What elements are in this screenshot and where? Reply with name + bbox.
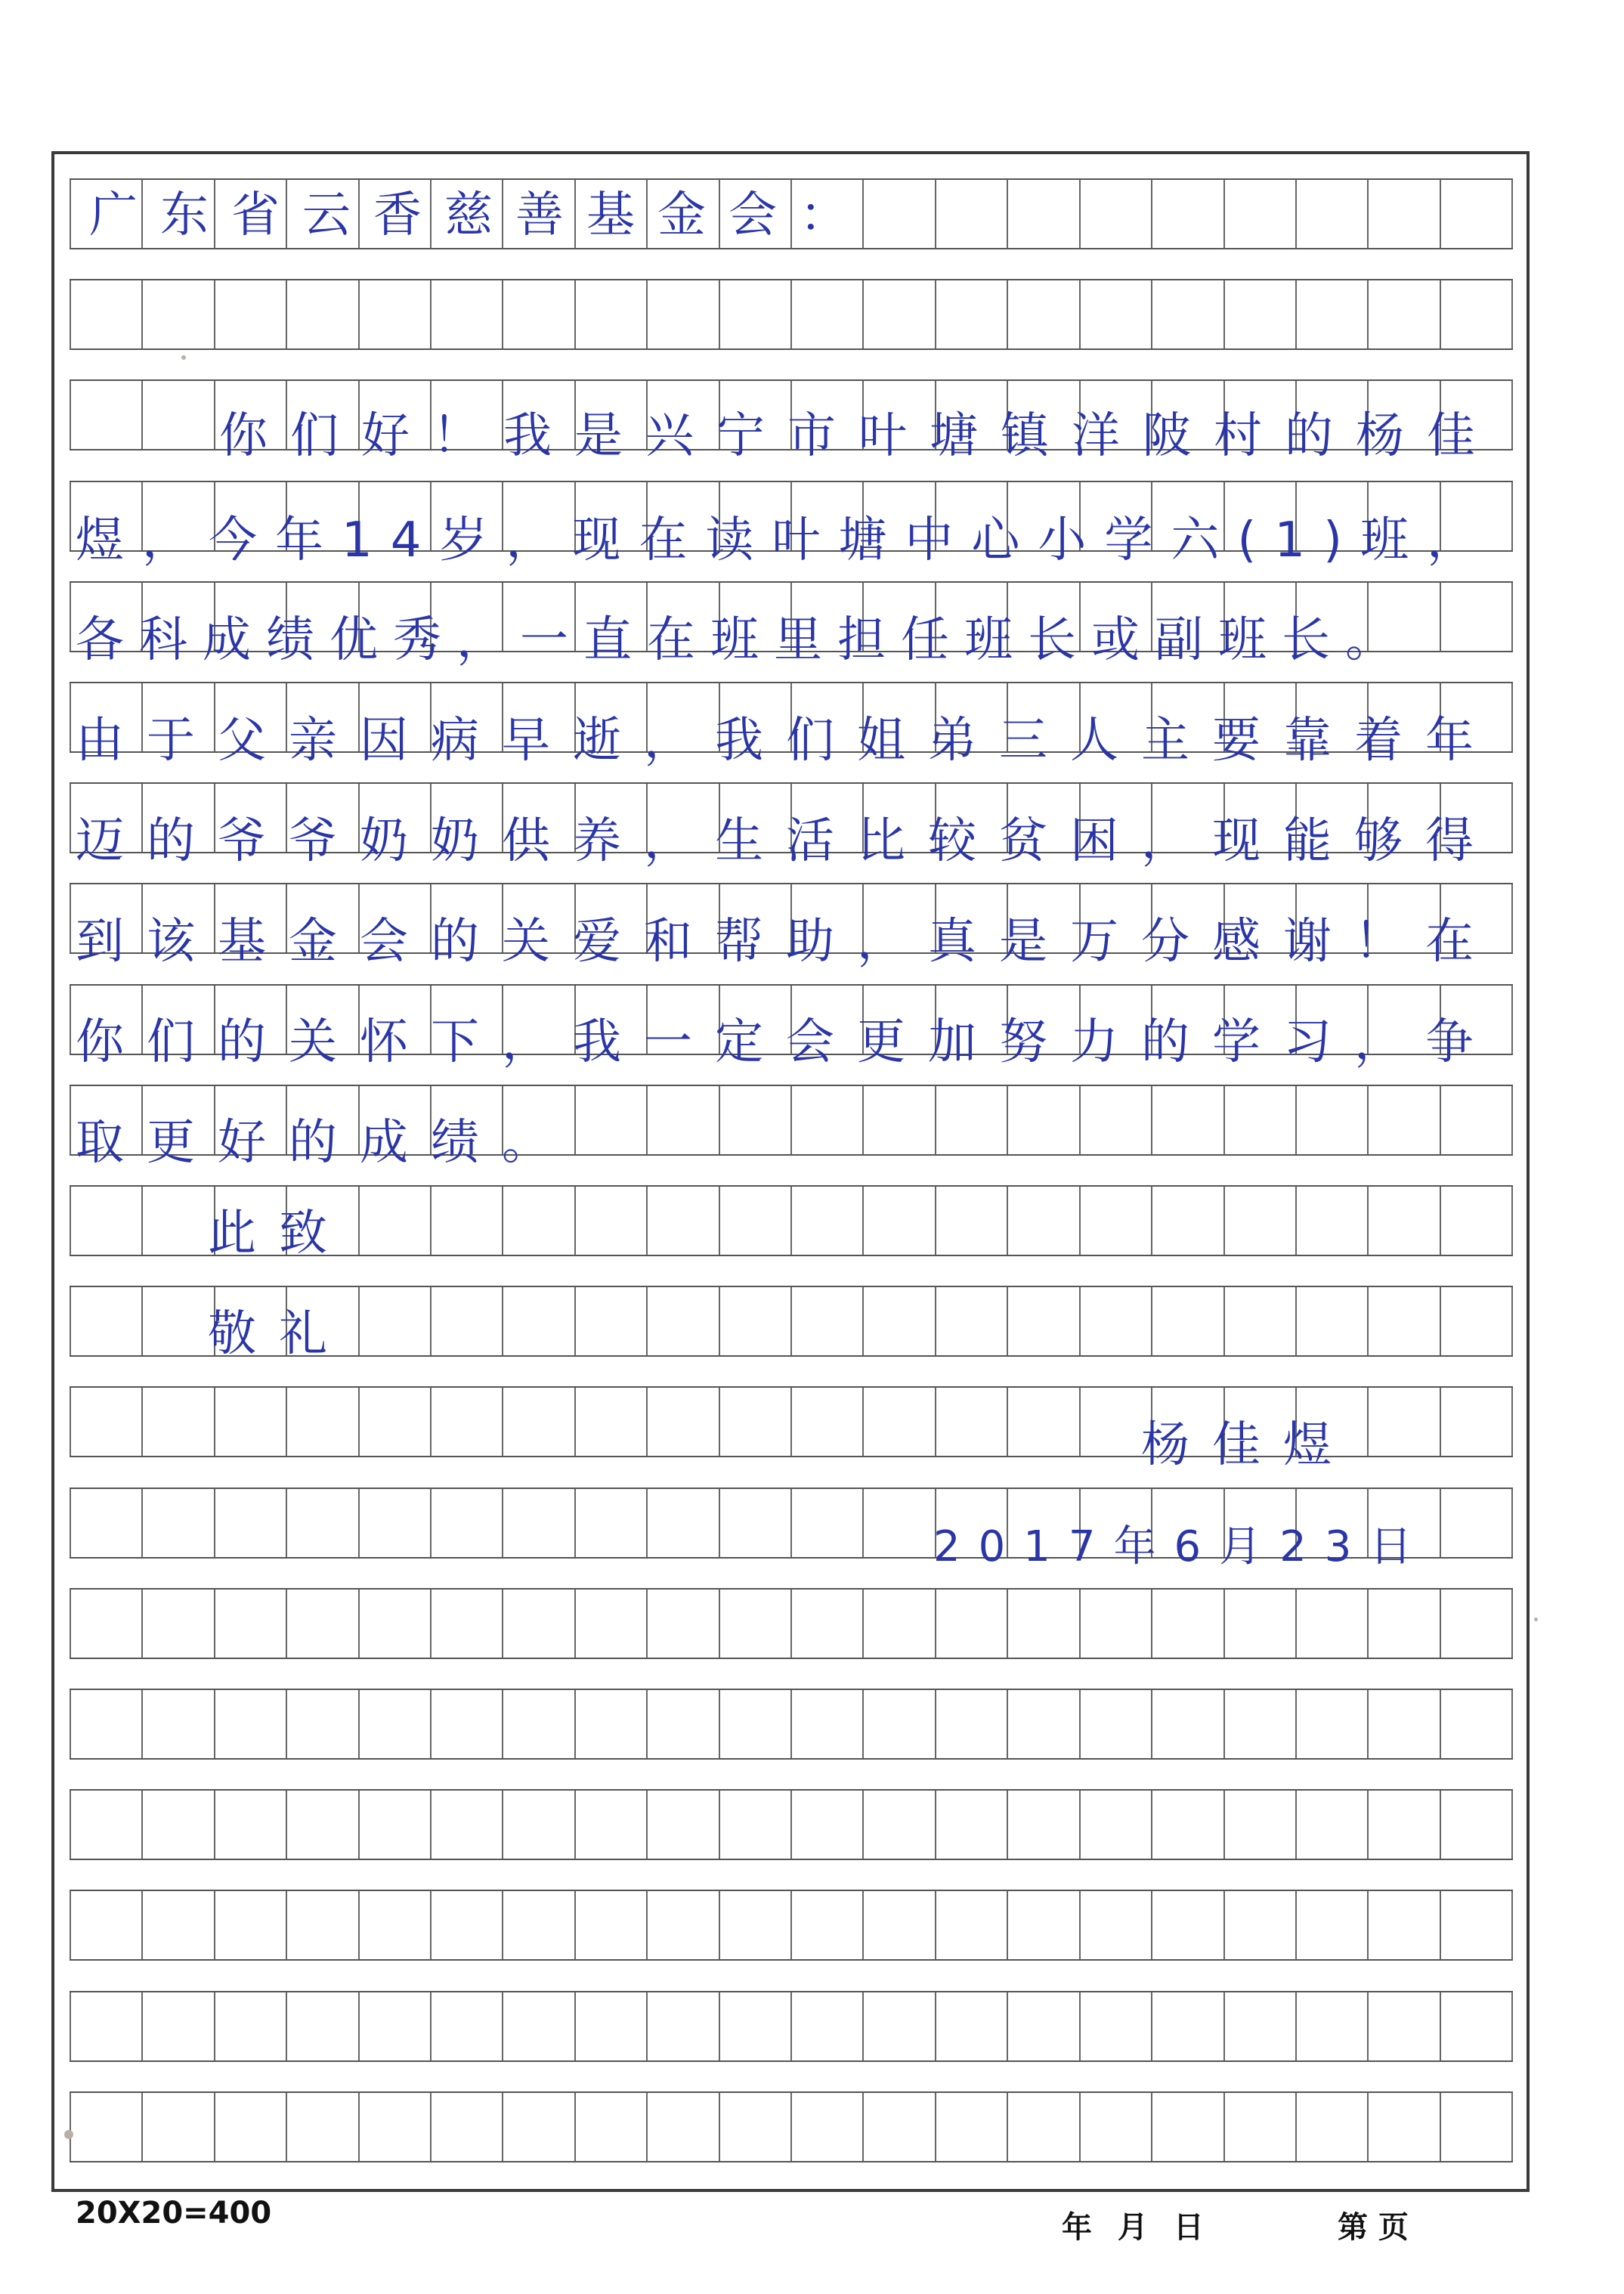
grid-cell — [1223, 1791, 1295, 1859]
grid-cell — [1007, 1992, 1078, 2060]
grid-cell — [430, 2093, 502, 2161]
grid-cell — [719, 1590, 790, 1658]
grid-cell — [141, 1992, 213, 2060]
grid-cell — [574, 1992, 646, 2060]
grid-row — [70, 1991, 1513, 2062]
grid-cell — [1440, 583, 1513, 651]
grid-cell — [719, 2093, 790, 2161]
grid-cell — [1367, 1287, 1439, 1355]
grid-cell — [1223, 1287, 1295, 1355]
grid-cell — [1079, 2093, 1151, 2161]
grid-cell — [502, 1388, 574, 1456]
grid-cell — [646, 2093, 718, 2161]
grid-cell — [430, 1489, 502, 1557]
grid-cell — [1079, 1287, 1151, 1355]
grid-cell — [1151, 180, 1223, 248]
grid-cell — [1223, 1992, 1295, 2060]
grid-cell — [1079, 1187, 1151, 1255]
grid-cell — [70, 1489, 141, 1557]
grid-cell — [1079, 1388, 1151, 1456]
letter-line-1: 你们好！我是兴宁市叶塘镇洋陂村的杨佳 — [219, 408, 1498, 464]
grid-cell — [1367, 1590, 1439, 1658]
grid-cell — [1223, 1086, 1295, 1154]
letter-line-2: 煜，今年14岁，现在读叶塘中心小学六(1)班， — [76, 512, 1494, 568]
grid-cell — [141, 1489, 213, 1557]
letter-closing-1: 此致 — [208, 1206, 350, 1262]
grid-cell — [214, 1992, 286, 2060]
grid-cell — [574, 1791, 646, 1859]
grid-cell — [719, 1891, 790, 1959]
grid-cell — [1367, 180, 1439, 248]
grid-cell — [1079, 180, 1151, 248]
grid-cell — [141, 1891, 213, 1959]
grid-cell — [1367, 1086, 1439, 1154]
grid-cell — [862, 1791, 934, 1859]
grid-cell — [1079, 1590, 1151, 1658]
grid-cell — [1007, 1086, 1078, 1154]
grid-cell — [646, 1287, 718, 1355]
grid-cell — [1151, 1187, 1223, 1255]
letter-line-7: 你们的关怀下，我一定会更加努力的学习，争 — [76, 1014, 1496, 1070]
grid-cell — [1367, 1187, 1439, 1255]
grid-formula-label: 20X20=400 — [76, 2196, 272, 2231]
grid-cell — [1440, 1791, 1513, 1859]
grid-cell — [935, 1287, 1007, 1355]
grid-cell — [1007, 1388, 1078, 1456]
grid-cell — [502, 1187, 574, 1255]
grid-cell — [70, 2093, 141, 2161]
grid-cell — [70, 1187, 141, 1255]
grid-cell — [430, 1287, 502, 1355]
grid-cell — [214, 1489, 286, 1557]
footer-page-label: 第 页 — [1338, 2210, 1409, 2245]
grid-cell — [286, 280, 357, 348]
grid-cell — [70, 381, 141, 449]
grid-row — [70, 1789, 1513, 1860]
grid-cell — [935, 280, 1007, 348]
grid-cell — [1007, 1690, 1078, 1758]
grid-cell — [646, 1187, 718, 1255]
grid-cell — [502, 1590, 574, 1658]
grid-cell — [574, 1187, 646, 1255]
grid-cell — [1440, 1690, 1513, 1758]
grid-cell — [1007, 280, 1078, 348]
grid-cell — [1440, 1287, 1513, 1355]
grid-cell — [1007, 1791, 1078, 1859]
grid-cell — [719, 1388, 790, 1456]
grid-cell — [1440, 1489, 1513, 1557]
grid-cell — [430, 1791, 502, 1859]
grid-cell — [141, 280, 213, 348]
grid-cell — [430, 1590, 502, 1658]
grid-cell — [790, 1992, 862, 2060]
grid-cell — [430, 1992, 502, 2060]
grid-cell — [790, 2093, 862, 2161]
grid-cell — [790, 1086, 862, 1154]
grid-cell — [935, 1388, 1007, 1456]
grid-cell — [1223, 1690, 1295, 1758]
grid-cell — [790, 1287, 862, 1355]
grid-cell — [862, 180, 934, 248]
grid-cell — [430, 280, 502, 348]
grid-cell — [1151, 1287, 1223, 1355]
grid-cell — [862, 1992, 934, 2060]
grid-cell — [1151, 1891, 1223, 1959]
grid-cell — [935, 1891, 1007, 1959]
grid-cell — [790, 1187, 862, 1255]
grid-cell — [1223, 1590, 1295, 1658]
grid-cell — [1151, 1992, 1223, 2060]
grid-cell — [358, 1791, 430, 1859]
grid-cell — [214, 1791, 286, 1859]
grid-row — [70, 279, 1513, 350]
grid-cell — [286, 1690, 357, 1758]
letter-line-6: 到该基金会的关爱和帮助，真是万分感谢！在 — [76, 914, 1496, 970]
grid-cell — [1440, 280, 1513, 348]
grid-cell — [790, 1690, 862, 1758]
grid-cell — [1295, 1992, 1367, 2060]
grid-cell — [1440, 1590, 1513, 1658]
grid-cell — [862, 1287, 934, 1355]
grid-cell — [935, 1187, 1007, 1255]
grid-cell — [141, 1690, 213, 1758]
grid-cell — [1007, 1590, 1078, 1658]
grid-cell — [70, 1590, 141, 1658]
grid-cell — [70, 1690, 141, 1758]
grid-cell — [862, 1489, 934, 1557]
letter-line-3: 各科成绩优秀，一直在班里担任班长或副班长。 — [76, 612, 1409, 668]
grid-cell — [1223, 180, 1295, 248]
grid-cell — [1295, 180, 1367, 248]
grid-cell — [286, 1590, 357, 1658]
grid-cell — [1079, 1690, 1151, 1758]
grid-cell — [719, 1690, 790, 1758]
grid-row — [70, 1890, 1513, 1961]
letter-salutation: 广东省云香慈善基金会： — [89, 187, 871, 243]
grid-cell — [1367, 1690, 1439, 1758]
grid-cell — [358, 280, 430, 348]
grid-cell — [862, 1690, 934, 1758]
grid-cell — [574, 1891, 646, 1959]
grid-cell — [141, 1287, 213, 1355]
grid-cell — [214, 1690, 286, 1758]
grid-cell — [862, 1388, 934, 1456]
grid-cell — [1440, 2093, 1513, 2161]
grid-cell — [502, 2093, 574, 2161]
grid-cell — [70, 1791, 141, 1859]
grid-cell — [646, 1086, 718, 1154]
grid-cell — [1151, 1086, 1223, 1154]
grid-cell — [358, 1287, 430, 1355]
grid-cell — [646, 280, 718, 348]
grid-cell — [646, 1891, 718, 1959]
grid-cell — [502, 1489, 574, 1557]
grid-cell — [1079, 280, 1151, 348]
grid-cell — [719, 1791, 790, 1859]
grid-cell — [1223, 280, 1295, 348]
scan-speck — [1534, 1618, 1538, 1621]
grid-cell — [1440, 1187, 1513, 1255]
grid-cell — [646, 1791, 718, 1859]
letter-line-5: 迈的爷爷奶奶供养，生活比较贫困，现能够得 — [76, 813, 1496, 869]
grid-cell — [646, 1489, 718, 1557]
grid-cell — [1295, 2093, 1367, 2161]
grid-cell — [574, 1086, 646, 1154]
grid-cell — [141, 2093, 213, 2161]
grid-cell — [430, 1388, 502, 1456]
grid-cell — [1295, 1791, 1367, 1859]
letter-line-8: 取更好的成绩。 — [76, 1115, 573, 1171]
grid-cell — [1295, 1590, 1367, 1658]
grid-cell — [286, 1791, 357, 1859]
grid-cell — [646, 1388, 718, 1456]
grid-cell — [358, 1891, 430, 1959]
grid-cell — [1440, 1086, 1513, 1154]
grid-cell — [1440, 1891, 1513, 1959]
grid-cell — [1440, 1992, 1513, 2060]
grid-row — [70, 2091, 1513, 2162]
grid-cell — [935, 1992, 1007, 2060]
grid-cell — [286, 1891, 357, 1959]
grid-cell — [1079, 1891, 1151, 1959]
grid-cell — [430, 1187, 502, 1255]
grid-cell — [430, 1690, 502, 1758]
grid-cell — [358, 1187, 430, 1255]
grid-cell — [1367, 1388, 1439, 1456]
grid-cell — [70, 1891, 141, 1959]
grid-cell — [286, 1489, 357, 1557]
grid-cell — [141, 381, 213, 449]
grid-cell — [286, 1992, 357, 2060]
grid-cell — [790, 280, 862, 348]
grid-cell — [1223, 1891, 1295, 1959]
grid-cell — [1151, 280, 1223, 348]
footer-date-label: 年 月 日 — [1062, 2210, 1211, 2245]
scan-speck — [181, 355, 186, 360]
grid-cell — [862, 1590, 934, 1658]
grid-cell — [719, 1992, 790, 2060]
grid-cell — [646, 1690, 718, 1758]
grid-cell — [214, 280, 286, 348]
grid-cell — [502, 1992, 574, 2060]
grid-cell — [70, 280, 141, 348]
grid-cell — [1079, 1791, 1151, 1859]
grid-cell — [574, 1590, 646, 1658]
grid-cell — [358, 1690, 430, 1758]
grid-row — [70, 1588, 1513, 1659]
grid-cell — [358, 1590, 430, 1658]
grid-cell — [646, 1992, 718, 2060]
grid-cell — [214, 2093, 286, 2161]
grid-cell — [719, 1287, 790, 1355]
grid-cell — [935, 180, 1007, 248]
grid-cell — [790, 1791, 862, 1859]
grid-cell — [1007, 180, 1078, 248]
grid-cell — [141, 1187, 213, 1255]
grid-cell — [1440, 180, 1513, 248]
scan-speck — [64, 2130, 73, 2139]
letter-closing-2: 敬礼 — [208, 1306, 350, 1362]
grid-cell — [286, 2093, 357, 2161]
grid-cell — [1151, 1690, 1223, 1758]
grid-cell — [790, 1388, 862, 1456]
grid-cell — [790, 1489, 862, 1557]
grid-cell — [1367, 280, 1439, 348]
grid-cell — [502, 1690, 574, 1758]
grid-cell — [719, 1489, 790, 1557]
grid-cell — [1440, 1388, 1513, 1456]
grid-cell — [935, 1590, 1007, 1658]
grid-cell — [574, 1690, 646, 1758]
grid-cell — [574, 1489, 646, 1557]
grid-cell — [70, 1388, 141, 1456]
grid-cell — [1007, 1287, 1078, 1355]
grid-cell — [141, 1388, 213, 1456]
grid-cell — [646, 1590, 718, 1658]
grid-cell — [502, 1791, 574, 1859]
grid-row — [70, 1689, 1513, 1760]
grid-cell — [862, 2093, 934, 2161]
grid-cell — [214, 1891, 286, 1959]
letter-line-4: 由于父亲因病早逝，我们姐弟三人主要靠着年 — [76, 713, 1496, 769]
grid-cell — [862, 1891, 934, 1959]
grid-cell — [574, 2093, 646, 2161]
grid-cell — [862, 1086, 934, 1154]
grid-cell — [574, 280, 646, 348]
grid-cell — [1007, 1187, 1078, 1255]
grid-cell — [935, 2093, 1007, 2161]
grid-cell — [358, 1388, 430, 1456]
grid-cell — [286, 1388, 357, 1456]
grid-cell — [214, 1388, 286, 1456]
grid-cell — [1295, 1287, 1367, 1355]
grid-cell — [862, 1187, 934, 1255]
grid-cell — [1151, 2093, 1223, 2161]
grid-cell — [1079, 1992, 1151, 2060]
grid-cell — [1367, 1791, 1439, 1859]
grid-cell — [1295, 1690, 1367, 1758]
grid-cell — [358, 2093, 430, 2161]
grid-cell — [1223, 2093, 1295, 2161]
grid-cell — [1367, 1891, 1439, 1959]
grid-cell — [502, 1287, 574, 1355]
grid-cell — [790, 1590, 862, 1658]
grid-cell — [862, 280, 934, 348]
letter-signature: 杨佳煜 — [1141, 1417, 1354, 1473]
grid-cell — [502, 1891, 574, 1959]
grid-cell — [1079, 1086, 1151, 1154]
grid-cell — [935, 1791, 1007, 1859]
grid-cell — [70, 1287, 141, 1355]
grid-cell — [70, 1992, 141, 2060]
grid-cell — [358, 1992, 430, 2060]
letter-date: 2017年6月23日 — [933, 1522, 1431, 1571]
grid-cell — [719, 1086, 790, 1154]
grid-cell — [1223, 1187, 1295, 1255]
grid-cell — [1295, 1187, 1367, 1255]
grid-cell — [214, 1590, 286, 1658]
grid-cell — [935, 1086, 1007, 1154]
grid-cell — [719, 280, 790, 348]
grid-cell — [1367, 2093, 1439, 2161]
grid-cell — [1295, 1086, 1367, 1154]
grid-cell — [141, 1791, 213, 1859]
grid-cell — [790, 1891, 862, 1959]
grid-cell — [1151, 1590, 1223, 1658]
grid-cell — [1367, 1992, 1439, 2060]
grid-cell — [502, 280, 574, 348]
grid-cell — [358, 1489, 430, 1557]
grid-cell — [1007, 1891, 1078, 1959]
grid-cell — [719, 1187, 790, 1255]
grid-cell — [1295, 1891, 1367, 1959]
grid-cell — [1295, 280, 1367, 348]
grid-cell — [430, 1891, 502, 1959]
grid-cell — [141, 1590, 213, 1658]
grid-cell — [574, 1388, 646, 1456]
grid-cell — [574, 1287, 646, 1355]
grid-cell — [1007, 2093, 1078, 2161]
grid-cell — [935, 1690, 1007, 1758]
grid-cell — [1151, 1791, 1223, 1859]
